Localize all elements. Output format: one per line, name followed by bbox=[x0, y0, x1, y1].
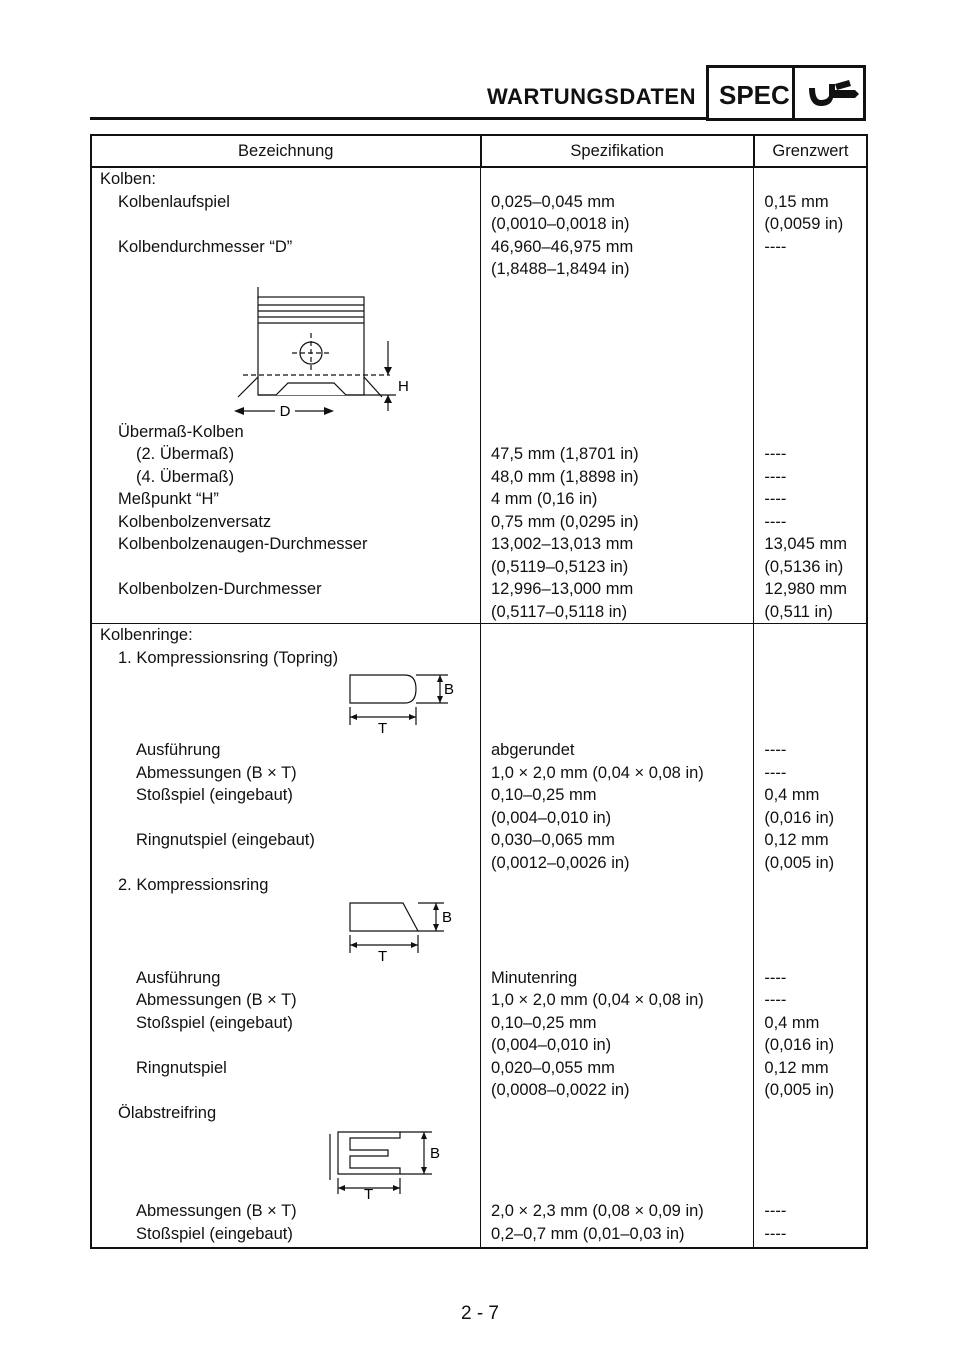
table-row bbox=[91, 967, 867, 990]
badge-divider bbox=[792, 68, 795, 118]
section-title-kolben: Kolben: bbox=[100, 170, 156, 188]
limit-value: ---- bbox=[764, 467, 787, 486]
spec-value: (0,0012–0,0026 in) bbox=[491, 853, 630, 872]
spec-value: (0,0010–0,0018 in) bbox=[491, 215, 630, 233]
label-b: B bbox=[442, 908, 453, 926]
limit-value: 0,4 mm bbox=[764, 786, 820, 804]
table-row bbox=[91, 1223, 867, 1249]
spec-value: 12,996–13,000 mm bbox=[491, 580, 634, 598]
row-label: Abmessungen (B × T) bbox=[136, 763, 297, 782]
row-label: Kolbenbolzenaugen-Durchmesser bbox=[118, 535, 368, 553]
figure-row bbox=[91, 897, 867, 967]
spec-value: (0,004–0,010 in) bbox=[491, 1036, 612, 1054]
spec-value: (0,5119–0,5123 in) bbox=[491, 557, 629, 576]
title-rule bbox=[90, 117, 706, 120]
table-row bbox=[91, 874, 867, 897]
row-label: Meßpunkt “H” bbox=[118, 490, 219, 508]
spec-value: 46,960–46,975 mm bbox=[491, 237, 634, 256]
row-label: Kolbendurchmesser “D” bbox=[118, 237, 293, 256]
table-row bbox=[91, 739, 867, 762]
table-row bbox=[91, 784, 867, 829]
page-title: WARTUNGSDATEN bbox=[487, 84, 696, 109]
row-label: Übermaß-Kolben bbox=[118, 422, 244, 441]
table-row bbox=[91, 443, 867, 466]
limit-value: (0,511 in) bbox=[764, 602, 833, 621]
top-ring-profile-diagram bbox=[100, 669, 480, 739]
row-label: Abmessungen (B × T) bbox=[136, 1202, 297, 1220]
limit-value: (0,016 in) bbox=[764, 1036, 835, 1054]
spec-value: 0,10–0,25 mm bbox=[491, 786, 597, 804]
label-t: T bbox=[378, 947, 388, 965]
table-row bbox=[91, 1102, 867, 1125]
wrench-icon bbox=[805, 78, 861, 112]
spec-value: 2,0 × 2,3 mm (0,08 × 0,09 in) bbox=[491, 1202, 704, 1220]
row-label: Kolbenbolzen-Durchmesser bbox=[118, 580, 322, 598]
figure-row bbox=[91, 669, 867, 739]
page-number: 2 - 7 bbox=[460, 1303, 500, 1324]
label-t: T bbox=[364, 1186, 374, 1200]
limit-value: (0,005 in) bbox=[764, 1081, 835, 1099]
label-b: B bbox=[430, 1145, 441, 1162]
limit-value: ---- bbox=[764, 763, 787, 782]
table-row bbox=[91, 533, 867, 578]
table-header-row bbox=[91, 135, 867, 167]
spec-value: 13,002–13,013 mm bbox=[491, 535, 634, 553]
row-label: Ringnutspiel bbox=[136, 1058, 227, 1077]
second-ring-profile-diagram bbox=[100, 897, 480, 967]
table-row bbox=[91, 421, 867, 444]
row-label: (4. Übermaß) bbox=[136, 467, 235, 486]
spec-value: (0,5117–0,5118 in) bbox=[491, 602, 628, 621]
row-label: Stoßspiel (eingebaut) bbox=[136, 1224, 293, 1243]
label-h: H bbox=[398, 377, 409, 395]
limit-value: 0,12 mm bbox=[764, 1058, 829, 1077]
row-label: Stoßspiel (eingebaut) bbox=[136, 1013, 293, 1032]
spec-value: (0,0008–0,0022 in) bbox=[491, 1081, 630, 1099]
spec-table bbox=[90, 134, 868, 1249]
table-row bbox=[91, 989, 867, 1012]
limit-value: (0,005 in) bbox=[764, 853, 835, 872]
row-label: Ausführung bbox=[136, 968, 221, 987]
limit-value: 0,4 mm bbox=[764, 1013, 820, 1032]
limit-value: (0,0059 in) bbox=[764, 215, 844, 233]
limit-value: (0,5136 in) bbox=[764, 557, 844, 576]
table-row bbox=[91, 488, 867, 511]
spec-value: 0,75 mm (0,0295 in) bbox=[491, 512, 639, 531]
table-row bbox=[91, 466, 867, 489]
ring-name: 1. Kompressionsring (Topring) bbox=[118, 648, 339, 667]
spec-value: 1,0 × 2,0 mm (0,04 × 0,08 in) bbox=[491, 763, 704, 782]
table-row bbox=[91, 167, 867, 191]
table-row bbox=[91, 578, 867, 624]
ring-name: Ölabstreifring bbox=[118, 1103, 217, 1122]
table-row bbox=[91, 624, 867, 647]
piston-diagram bbox=[100, 281, 480, 421]
limit-value: (0,016 in) bbox=[764, 808, 835, 827]
spec-value: Minutenring bbox=[491, 968, 578, 987]
limit-value: 0,12 mm bbox=[764, 831, 829, 849]
section-title-kolbenringe: Kolbenringe: bbox=[100, 626, 193, 644]
spec-value: 0,030–0,065 mm bbox=[491, 831, 615, 849]
table-row bbox=[91, 762, 867, 785]
row-label: Ausführung bbox=[136, 741, 221, 759]
spec-value: 0,2–0,7 mm (0,01–0,03 in) bbox=[491, 1224, 685, 1243]
label-t: T bbox=[378, 720, 388, 737]
row-label: Ringnutspiel (eingebaut) bbox=[136, 831, 315, 849]
spec-badge bbox=[706, 65, 866, 121]
spec-value: 48,0 mm (1,8898 in) bbox=[491, 467, 639, 486]
figure-row bbox=[91, 1124, 867, 1200]
label-b: B bbox=[444, 681, 455, 698]
row-label: Kolbenlaufspiel bbox=[118, 192, 230, 211]
limit-value: 0,15 mm bbox=[764, 192, 829, 211]
ring-name: 2. Kompressionsring bbox=[118, 876, 269, 894]
spec-value: 47,5 mm (1,8701 in) bbox=[491, 445, 639, 463]
limit-value: ---- bbox=[764, 991, 787, 1009]
table-row bbox=[91, 647, 867, 670]
limit-value: ---- bbox=[764, 1202, 787, 1220]
limit-value: 13,045 mm bbox=[764, 535, 847, 553]
header-grenzwert: Grenzwert bbox=[754, 135, 867, 167]
figure-row bbox=[91, 281, 867, 421]
limit-value: ---- bbox=[764, 237, 787, 256]
spec-value: abgerundet bbox=[491, 741, 575, 759]
oil-ring-profile-diagram bbox=[100, 1124, 480, 1200]
spec-value: (1,8488–1,8494 in) bbox=[491, 260, 630, 278]
spec-value: 0,025–0,045 mm bbox=[491, 192, 615, 211]
spec-badge-label: SPEC bbox=[719, 80, 790, 110]
limit-value: ---- bbox=[764, 741, 787, 759]
spec-value: 4 mm (0,16 in) bbox=[491, 490, 598, 508]
label-d: D bbox=[279, 402, 291, 420]
table-row bbox=[91, 511, 867, 534]
spec-value: 0,020–0,055 mm bbox=[491, 1058, 615, 1077]
header-bezeichnung: Bezeichnung bbox=[91, 135, 481, 167]
table-row bbox=[91, 829, 867, 874]
limit-value: 12,980 mm bbox=[764, 580, 847, 598]
row-label: Kolbenbolzenversatz bbox=[118, 512, 272, 531]
limit-value: ---- bbox=[764, 1224, 787, 1243]
spec-value: (0,004–0,010 in) bbox=[491, 808, 612, 827]
row-label: (2. Übermaß) bbox=[136, 445, 235, 463]
table-row bbox=[91, 1012, 867, 1057]
limit-value: ---- bbox=[764, 445, 787, 463]
limit-value: ---- bbox=[764, 968, 787, 987]
table-row bbox=[91, 236, 867, 281]
limit-value: ---- bbox=[764, 490, 787, 508]
table-row bbox=[91, 1200, 867, 1223]
spec-value: 0,10–0,25 mm bbox=[491, 1013, 597, 1032]
header-spezifikation: Spezifikation bbox=[481, 135, 754, 167]
row-label: Stoßspiel (eingebaut) bbox=[136, 786, 293, 804]
row-label: Abmessungen (B × T) bbox=[136, 991, 297, 1009]
spec-value: 1,0 × 2,0 mm (0,04 × 0,08 in) bbox=[491, 991, 704, 1009]
table-row bbox=[91, 191, 867, 236]
table-row bbox=[91, 1057, 867, 1102]
limit-value: ---- bbox=[764, 512, 787, 531]
